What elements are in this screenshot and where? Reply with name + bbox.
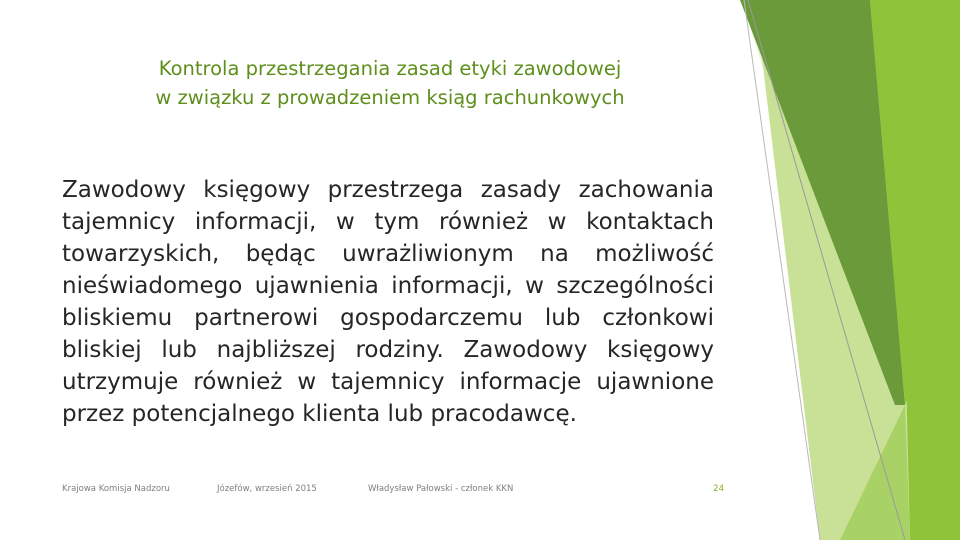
footer-organization: Krajowa Komisja Nadzoru xyxy=(62,484,170,494)
title-line-1: Kontrola przestrzegania zasad etyki zawodowej xyxy=(158,57,622,80)
body-paragraph: Zawodowy księgowy przestrzega zasady zachowania tajemnicy informacji, w tym również w kontaktach towarzyskich, będąc uwrażliwionym na możliwość nieświadomego ujawnienia informacji, w szczególności bliskiemu partnerowi gospodarczemu lub członkowi bliskiej lub najbliższej rodziny. Zawodowy księgowy utrzymuje również w tajemnicy informacje ujawnione przez potencjalnego klienta lub pracodawcę. xyxy=(62,177,714,427)
footer-place-date: Józefów, wrzesień 2015 xyxy=(217,484,317,494)
page-number: 24 xyxy=(713,484,724,494)
title-line-2: w związku z prowadzeniem ksiąg rachunkowych xyxy=(155,86,625,109)
slide-title xyxy=(120,54,660,112)
footer-author: Władysław Pałowski - członek KKN xyxy=(368,484,514,494)
